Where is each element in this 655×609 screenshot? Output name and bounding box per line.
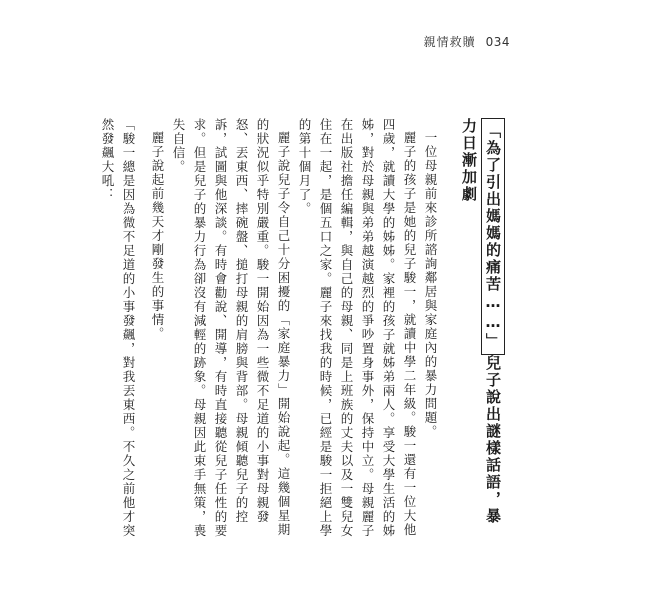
chapter-boxed-title: 「為了引出媽媽的痛苦……」 [481,118,505,355]
vertical-text-body [100,118,505,538]
paragraph: 麗子說兒子令自己十分困擾的「家庭暴力」開始說起。這幾個星期的狀況似乎特別嚴重。駿一開始因為一些微不足道的小事對母親發怒、丟東西、摔碗盤、搥打母親的肩膀與背部。母親傾聽兒子的控訴，試圖與他深談。有時會勸說、開導，有時直接聽從兒子任性的要求。但是兒子的暴力行為卻沒有減輕的跡象。母親因此束手無策，喪失自信。 [171,118,291,538]
page-number: 034 [485,34,510,49]
quote-paragraph: 「駿一總是因為微不足道的小事發飆，對我丟東西。不久之前他才突然發飆大吼： [100,118,136,538]
paragraph: 麗子說起前幾天才剛發生的事情。 [150,130,165,341]
chapter-subtitle: 兒子說出謎樣話語，暴力日漸加劇 [460,118,502,525]
running-header [424,33,510,50]
chapter-heading [457,118,505,538]
paragraph: 麗子的孩子是她的兒子駿一，就讀中學二年級。駿一還有一位大他四歲，就讀大學的姊姊。家裡的孩子就姊弟兩人。享受大學生活的姊姊，對於母親與弟弟越演越烈的爭吵置身事外，保持中立。母親麗子在出版社擔任編輯，與自己的母親、同是上班族的丈夫以及一雙兒女住在一起，是個五口之家。麗子來找我的時候，已經是駿一拒絕上學的第十個月了。 [297,118,417,538]
paragraph: 一位母親前來診所諮詢鄰居與家庭內的暴力問題。 [423,130,438,439]
book-title: 親情救贖 [423,35,476,49]
